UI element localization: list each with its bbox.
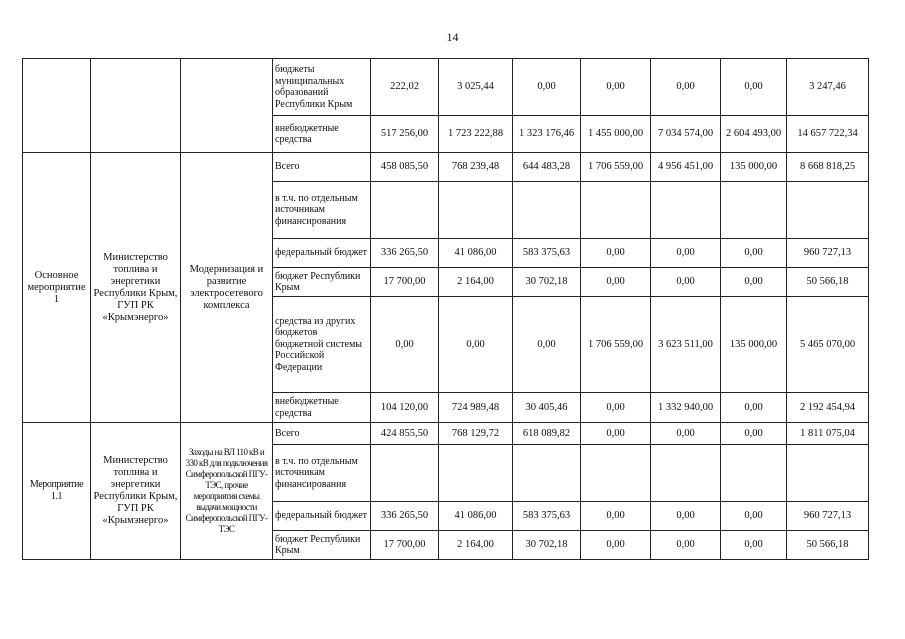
value-cell: 583 375,63: [513, 239, 581, 268]
value-cell: 0,00: [439, 297, 513, 393]
funding-source: бюджет Республики Крым: [273, 268, 371, 297]
value-cell: 30 702,18: [513, 268, 581, 297]
funding-source: в т.ч. по отдельным источникам финансирования: [273, 182, 371, 239]
value-cell: [721, 182, 787, 239]
table-row: [23, 153, 869, 182]
value-cell: 0,00: [721, 268, 787, 297]
value-cell: 0,00: [513, 59, 581, 116]
empty-executor-cell: [91, 59, 181, 153]
value-cell: [651, 445, 721, 502]
value-cell: 1 723 222,88: [439, 116, 513, 153]
value-cell: 0,00: [721, 531, 787, 560]
value-cell: 14 657 722,34: [787, 116, 869, 153]
activity-executor: Министерство топлива и энергетики Республики Крым, ГУП РК «Крымэнерго»: [91, 423, 181, 560]
value-cell: 0,00: [651, 59, 721, 116]
activity-executor: Министерство топлива и энергетики Республики Крым, ГУП РК «Крымэнерго»: [91, 153, 181, 423]
funding-source: Всего: [273, 153, 371, 182]
value-cell: 644 483,28: [513, 153, 581, 182]
value-cell: 0,00: [581, 393, 651, 423]
value-cell: 0,00: [651, 423, 721, 445]
value-cell: 0,00: [721, 59, 787, 116]
value-cell: 1 455 000,00: [581, 116, 651, 153]
value-cell: 1 323 176,46: [513, 116, 581, 153]
activity-title: Мероприятие 1.1: [23, 423, 91, 560]
funding-source: бюджеты муниципальных образований Республики Крым: [273, 59, 371, 116]
value-cell: 0,00: [651, 531, 721, 560]
funding-source: внебюджетные средства: [273, 116, 371, 153]
value-cell: 2 604 493,00: [721, 116, 787, 153]
value-cell: 0,00: [721, 502, 787, 531]
value-cell: 0,00: [581, 423, 651, 445]
value-cell: 50 566,18: [787, 268, 869, 297]
value-cell: 135 000,00: [721, 297, 787, 393]
value-cell: 8 668 818,25: [787, 153, 869, 182]
value-cell: 724 989,48: [439, 393, 513, 423]
empty-title-cell: [23, 59, 91, 153]
value-cell: 1 332 940,00: [651, 393, 721, 423]
value-cell: 0,00: [651, 239, 721, 268]
empty-name-cell: [181, 59, 273, 153]
table-body: [23, 59, 869, 560]
value-cell: 30 702,18: [513, 531, 581, 560]
value-cell: [371, 182, 439, 239]
value-cell: 3 623 511,00: [651, 297, 721, 393]
funding-source: в т.ч. по отдельным источникам финансирования: [273, 445, 371, 502]
activity-name: Модернизация и развитие электросетевого комплекса: [181, 153, 273, 423]
value-cell: 41 086,00: [439, 239, 513, 268]
value-cell: 3 247,46: [787, 59, 869, 116]
funding-source: Всего: [273, 423, 371, 445]
value-cell: 618 089,82: [513, 423, 581, 445]
value-cell: 0,00: [581, 502, 651, 531]
value-cell: [513, 182, 581, 239]
value-cell: 768 239,48: [439, 153, 513, 182]
value-cell: 135 000,00: [721, 153, 787, 182]
value-cell: [721, 445, 787, 502]
value-cell: 2 164,00: [439, 531, 513, 560]
value-cell: 0,00: [651, 502, 721, 531]
value-cell: 222,02: [371, 59, 439, 116]
value-cell: 30 405,46: [513, 393, 581, 423]
activity-title: Основное мероприятие 1: [23, 153, 91, 423]
value-cell: 4 956 451,00: [651, 153, 721, 182]
value-cell: 517 256,00: [371, 116, 439, 153]
value-cell: [513, 445, 581, 502]
value-cell: 7 034 574,00: [651, 116, 721, 153]
value-cell: 424 855,50: [371, 423, 439, 445]
value-cell: 2 192 454,94: [787, 393, 869, 423]
value-cell: 0,00: [513, 297, 581, 393]
value-cell: 5 465 070,00: [787, 297, 869, 393]
funding-source: внебюджетные средства: [273, 393, 371, 423]
value-cell: [787, 182, 869, 239]
value-cell: 0,00: [721, 239, 787, 268]
value-cell: 0,00: [371, 297, 439, 393]
funding-source: бюджет Республики Крым: [273, 531, 371, 560]
funding-source: федеральный бюджет: [273, 239, 371, 268]
page-number: 14: [446, 30, 459, 44]
value-cell: 0,00: [721, 423, 787, 445]
value-cell: [651, 182, 721, 239]
value-cell: [439, 445, 513, 502]
activity-name: Заходы на ВЛ 110 кВ и 330 кВ для подключения Симферопольской ПГУ-ТЭС, прочие мероприятия схемы выдачи мощности Симферопольской ПГУ-ТЭС: [181, 423, 273, 560]
value-cell: 336 265,50: [371, 239, 439, 268]
value-cell: 104 120,00: [371, 393, 439, 423]
value-cell: 960 727,13: [787, 502, 869, 531]
value-cell: [787, 445, 869, 502]
value-cell: [439, 182, 513, 239]
value-cell: 17 700,00: [371, 531, 439, 560]
value-cell: 458 085,50: [371, 153, 439, 182]
value-cell: 0,00: [581, 268, 651, 297]
value-cell: [581, 445, 651, 502]
value-cell: 3 025,44: [439, 59, 513, 116]
table-row: [23, 423, 869, 445]
budget-table: [22, 58, 869, 560]
value-cell: 960 727,13: [787, 239, 869, 268]
value-cell: 0,00: [581, 239, 651, 268]
value-cell: 1 706 559,00: [581, 297, 651, 393]
value-cell: 0,00: [721, 393, 787, 423]
value-cell: 17 700,00: [371, 268, 439, 297]
funding-source: федеральный бюджет: [273, 502, 371, 531]
funding-source: средства из других бюджетов бюджетной системы Российской Федерации: [273, 297, 371, 393]
value-cell: 1 811 075,04: [787, 423, 869, 445]
value-cell: [371, 445, 439, 502]
value-cell: 0,00: [651, 268, 721, 297]
value-cell: 0,00: [581, 59, 651, 116]
value-cell: 41 086,00: [439, 502, 513, 531]
value-cell: [581, 182, 651, 239]
value-cell: 0,00: [581, 531, 651, 560]
value-cell: 336 265,50: [371, 502, 439, 531]
value-cell: 768 129,72: [439, 423, 513, 445]
value-cell: 583 375,63: [513, 502, 581, 531]
value-cell: 2 164,00: [439, 268, 513, 297]
value-cell: 1 706 559,00: [581, 153, 651, 182]
value-cell: 50 566,18: [787, 531, 869, 560]
table-row: [23, 59, 869, 116]
